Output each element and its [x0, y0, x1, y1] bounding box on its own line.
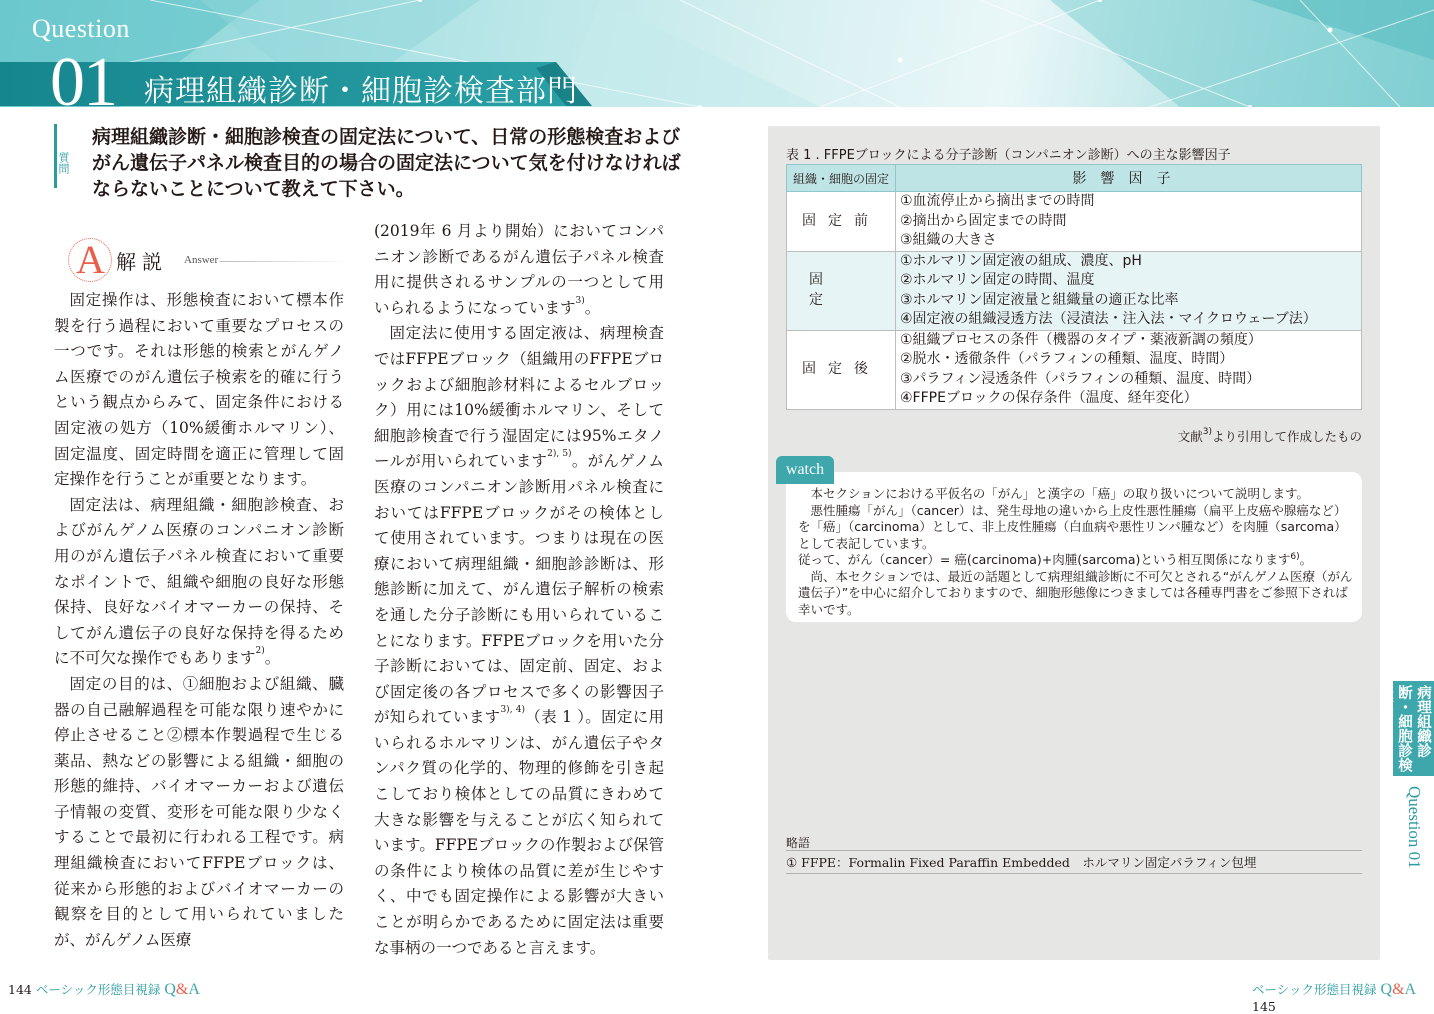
paragraph: (2019年 6 月より開始）においてコンパニオン診断であるがん遺伝子パネル検査用に提供されるサンプルの一つとして用いられるようになっています$^{3)}$。 [374, 222, 664, 317]
answer-title: 解説 [116, 250, 168, 274]
table-cell [896, 330, 1362, 409]
paragraph: 固定の目的は、①細胞および組織、臓器の自己融解過程を可能な限り速やかに停止させること②標本作製過程で生じる薬品、熱などの影響による組織・細胞の形態的維持、バイオマーカーおよび遺伝子情報の変質、変形を可能な限り少なくすることで最初に行われる工程です。病理組織検査においてFFPEブロックは、従来から形態的およびバイオマーカーの観察を目的として用いられていましたが、がんゲノム医療 [54, 674, 344, 949]
page-number: 145 [1252, 999, 1276, 1014]
table-row [787, 192, 1362, 252]
qa-logo: Q&A [164, 981, 200, 998]
reference: 2), 5) [547, 449, 572, 460]
reference: 2) [255, 646, 265, 657]
qa-logo: Q&A [1380, 981, 1417, 998]
divider [786, 850, 1362, 851]
table-header: 組織・細胞の固定 [787, 165, 896, 192]
reference: 3), 4) [500, 705, 525, 716]
watch-paragraph: 悪性腫瘍「がん」（cancer）は、発生母地の違いから上皮性悪性腫瘍（扁平上皮癌や腺癌など）を「癌」（carcinoma）として、非上皮性腫瘍（白血病や悪性リンパ腫など）を肉腫（sarcoma）として表記しています。 [798, 502, 1347, 551]
answer-rule [220, 261, 350, 262]
factor-item: ③パラフィン浸透条件（パラフィンの種類、温度、時間） [900, 370, 1261, 387]
watch-paragraph: 尚、本セクションでは、最近の話題として病理組織診断に不可欠とされる“がんゲノム医療（がん遺伝子）”を中心に紹介しておりますので、細胞形態像につきましては各種専門書をご参照下されば幸いです。 [798, 568, 1353, 617]
factor-item: ②脱水・透徹条件（パラフィンの種類、温度、時間） [900, 351, 1234, 367]
factor-item: ③ホルマリン固定液量と組織量の適正な比率 [900, 291, 1179, 308]
answer-heading [70, 236, 350, 280]
paragraph: 固定操作は、形態検査において標本作製を行う過程において重要なプロセスの一つです。それは形態的検索とがんゲノム医療でのがん遺伝子検索を的確に行うという観点からみて、固定条件における固定液の処方（10%緩衝ホルマリン）、固定温度、固定時間を適正に管理して固定操作を行うことが重要となります。 [54, 291, 344, 489]
paragraph: 固定法は、病理組織・細胞診検査、およびがんゲノム医療のコンパニオン診断用のがん遺伝子パネル検査において重要なポイントで、組織や細胞の良好な形態保持、良好なバイオマーカーの保持、そしてがん遺伝子の良好な保持を得るために不可欠な操作でもあります$^{2)}$。 [54, 495, 344, 668]
fixation-factors-table [786, 164, 1362, 410]
question-label: Question [32, 14, 130, 43]
question-tag: 質問 [54, 124, 72, 188]
factor-item: ④FFPEブロックの保存条件（温度、経年変化） [900, 390, 1198, 406]
factor-item: ②ホルマリン固定の時間、温度 [900, 272, 1095, 288]
page-number: 144 [8, 982, 32, 997]
table-source-note: 文献$^{3)}$より引用して作成したもの [1177, 427, 1362, 444]
table-category: 固定後 [787, 330, 896, 409]
abbreviations-title: 略語 [786, 836, 811, 850]
factor-item: ②摘出から固定までの時間 [900, 212, 1067, 229]
factor-item: ①ホルマリン固定液の組成、濃度、pH [900, 252, 1142, 269]
footer-left [8, 980, 200, 999]
page-title: 病理組織診断・細胞診検査部門 [144, 74, 578, 109]
table-caption: 表 1 . FFPEブロックによる分子診断（コンパニオン診断）への主な影響因子 [786, 148, 1231, 163]
table-header-row [787, 165, 1362, 192]
series-title: ベーシック形態目視録 [35, 982, 161, 997]
watch-label: watch [776, 456, 834, 484]
table-header: 影響因子 [896, 165, 1362, 192]
side-question-label: Question 01 [1405, 786, 1424, 869]
abbreviation-item: ① FFPE：Formalin Fixed Paraffin Embedded ホルマリン固定パラフィン包埋 [786, 855, 1257, 870]
table-cell [896, 251, 1362, 330]
question-text: 病理組織診断・細胞診検査の固定法について、日常の形態検査およびがん遺伝子パネル検査目的の場合の固定法について気を付けなければならないことについて教えて下さい。 [92, 126, 681, 200]
answer-column-2 [374, 219, 664, 961]
answer-letter: A [76, 237, 105, 282]
factor-item: ③組織の大きさ [900, 232, 997, 248]
divider [786, 873, 1362, 874]
question-number: 01 [50, 44, 116, 121]
section-side-tab[interactable]: 病理組織診断・細胞診検査部門 [1393, 681, 1434, 776]
question-block [54, 124, 681, 200]
table-category: 固定前 [787, 192, 896, 252]
answer-column-1 [54, 288, 344, 953]
watch-paragraph: 従って、がん（cancer）= 癌(carcinoma)+肉腫(sarcoma)という相互関係になります$^{6)}$。 [798, 552, 1313, 567]
footer-right [1252, 980, 1434, 1014]
factor-item: ①血流停止から摘出までの時間 [900, 193, 1095, 209]
watch-text [798, 486, 1354, 618]
watch-paragraph: 本セクションにおける平仮名の「がん」と漢字の「癌」の取り扱いについて説明します。 [810, 486, 1310, 501]
series-title: ベーシック形態目視録 [1252, 982, 1377, 997]
factor-item: ④固定液の組織浸透方法（浸漬法・注入法・マイクロウェーブ法） [900, 311, 1317, 327]
table-cell [896, 192, 1362, 252]
table-row [787, 330, 1362, 409]
factor-item: ①組織プロセスの条件（機器のタイプ・薬液新調の頻度） [900, 331, 1262, 348]
table-row [787, 251, 1362, 330]
reference: 3) [575, 295, 585, 306]
answer-title-en: Answer [184, 254, 219, 266]
paragraph: 固定法に使用する固定液は、病理検査ではFFPEブロック（組織用のFFPEブロックおよび細胞診材料によるセルブロック）用には10%緩衝ホルマリン、そして細胞診検査で行う湿固定には95%エタノールが用いられています$^{2), 5)}$。がんゲノム医療のコンパニオン診断用パネル検査においてはFFPEブロックがその検体として使用されています。つまりは現在の医療において病理組織・細胞診診断は、形態診断に加えて、がん遺伝子解析の検索を通した分子診断にも用いられていることになります。FFPEブロックを用いた分子診断においては、固定前、固定、および固定後の各プロセスで多くの影響因子が知られています$^{3), 4)}$（表 1 ）。固定に用いられるホルマリンは、がん遺伝子やタンパク質の化学的、物理的修飾を引き起こしており検体としての品質にきわめて大きな影響を与えることが広く知られています。FFPEブロックの作製および保管の条件により検体の品質に差が生じやすく、中でも固定操作による影響が大きいことが明らかであるために固定法は重要な事柄の一つであると言えます。 [374, 324, 664, 957]
table-category: 固定 [787, 251, 896, 330]
